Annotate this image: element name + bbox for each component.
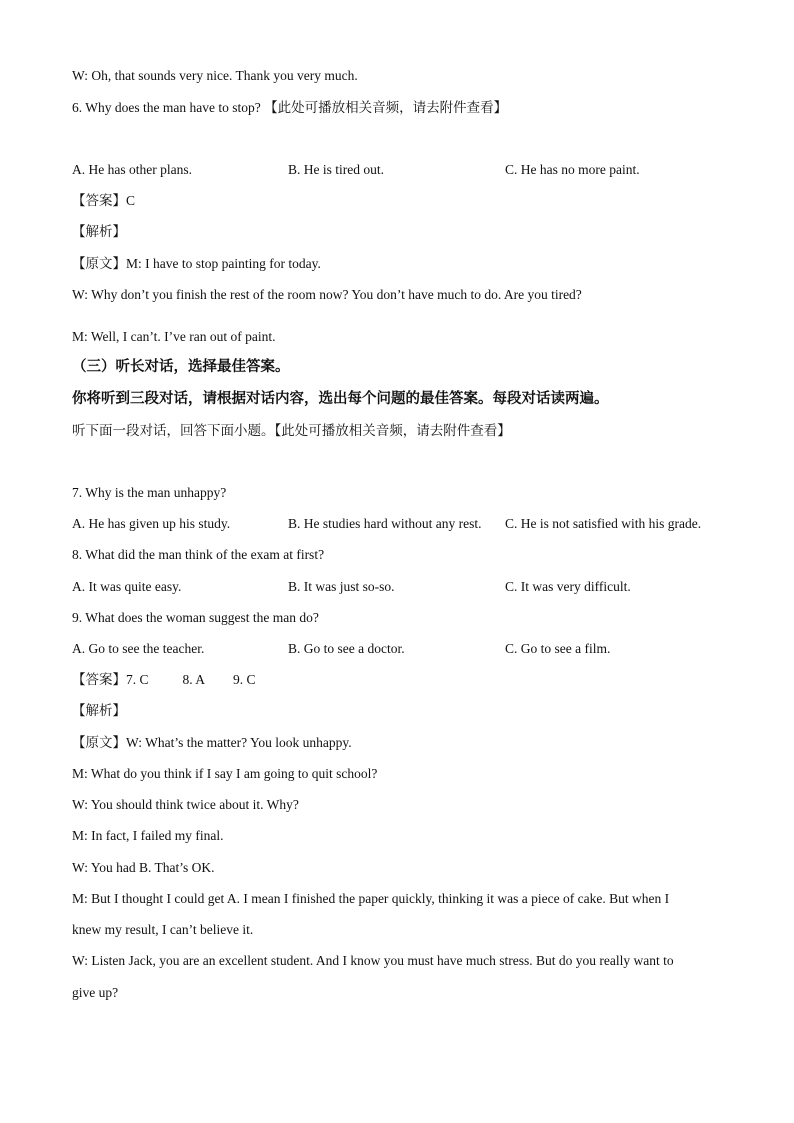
transcript-6-line-3: M: Well, I can’t. I’ve ran out of paint. xyxy=(72,329,276,344)
transcript-line-1: 【原文】W: What’s the matter? You look unhappy. xyxy=(72,735,352,750)
transcript-line-8: W: Listen Jack, you are an excellent student. And I know you must have much stress. But do you really want to xyxy=(72,953,674,968)
section-instruction: 你将听到三段对话，请根据对话内容，选出每个问题的最佳答案。每段对话读两遍。 xyxy=(72,391,609,407)
option-8a: A. It was quite easy. xyxy=(72,579,182,594)
option-9a: A. Go to see the teacher. xyxy=(72,641,205,656)
answers-7-9 xyxy=(72,670,256,690)
analysis-label-6: 【解析】 xyxy=(72,224,126,239)
transcript-line-9: give up? xyxy=(72,985,119,1000)
question-7: 7. Why is the man unhappy? xyxy=(72,485,227,500)
option-6a: A. He has other plans. xyxy=(72,162,192,177)
question-9: 9. What does the woman suggest the man do? xyxy=(72,610,319,625)
transcript-line-4: M: In fact, I failed my final. xyxy=(72,828,224,843)
answer-9: 9. C xyxy=(233,672,256,687)
option-8c: C. It was very difficult. xyxy=(505,579,631,594)
transcript-line-5: W: You had B. That’s OK. xyxy=(72,860,215,875)
transcript-line-2: M: What do you think if I say I am going to quit school? xyxy=(72,766,378,781)
transcript-6-line-1: 【原文】M: I have to stop painting for today. xyxy=(72,256,321,271)
option-9b: B. Go to see a doctor. xyxy=(288,641,405,656)
option-6c: C. He has no more paint. xyxy=(505,162,640,177)
question-6: 6. Why does the man have to stop? 【此处可播放相关音频，请去附件查看】 xyxy=(72,100,508,115)
analysis-label-7-9: 【解析】 xyxy=(72,703,126,718)
option-8b: B. It was just so-so. xyxy=(288,579,395,594)
option-7c: C. He is not satisfied with his grade. xyxy=(505,516,702,531)
question-8: 8. What did the man think of the exam at first? xyxy=(72,547,325,562)
option-7a: A. He has given up his study. xyxy=(72,516,231,531)
option-7b: B. He studies hard without any rest. xyxy=(288,516,482,531)
transcript-6-line-2: W: Why don’t you finish the rest of the room now? You don’t have much to do. Are you tired? xyxy=(72,287,582,302)
option-6b: B. He is tired out. xyxy=(288,162,384,177)
answer-8: 8. A xyxy=(182,672,206,687)
section-title: （三）听长对话，选择最佳答案。 xyxy=(72,359,290,375)
answer-7: 7. C xyxy=(126,672,149,687)
dialogue-line: W: Oh, that sounds very nice. Thank you very much. xyxy=(72,68,358,83)
transcript-line-6: M: But I thought I could get A. I mean I finished the paper quickly, thinking it was a piece of cake. But when I xyxy=(72,891,670,906)
transcript-line-7: knew my result, I can’t believe it. xyxy=(72,922,254,937)
listen-prompt: 听下面一段对话，回答下面小题。【此处可播放相关音频，请去附件查看】 xyxy=(72,423,511,438)
transcript-line-3: W: You should think twice about it. Why? xyxy=(72,797,299,812)
answer-6: 【答案】C xyxy=(72,193,136,208)
option-9c: C. Go to see a film. xyxy=(505,641,611,656)
answers-label: 【答案】 xyxy=(72,672,126,687)
